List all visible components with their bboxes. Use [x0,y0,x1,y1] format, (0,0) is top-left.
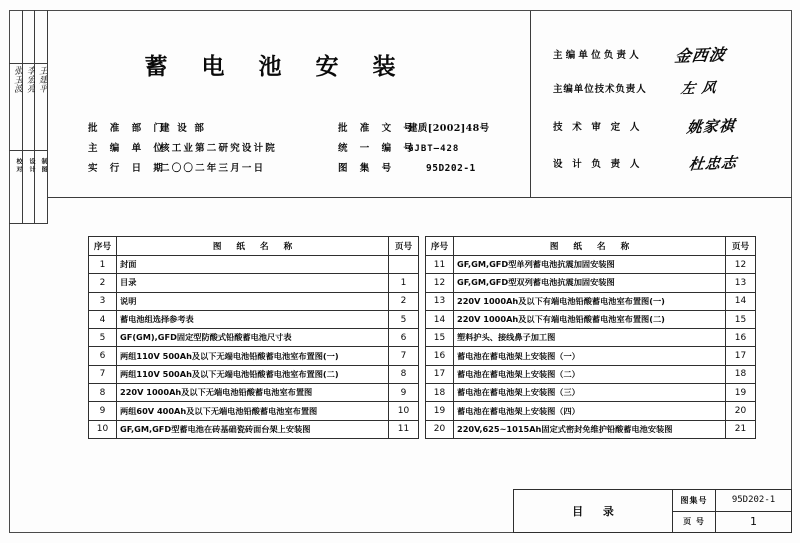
signature-name-tech-reviewer: 姚家祺 [685,116,737,136]
table-row [89,384,419,402]
signature-name-design-head: 杜忠志 [687,153,739,173]
cell-no: 3 [89,292,117,310]
cell-page: 17 [726,347,756,365]
cell-page: 7 [389,347,419,365]
column-header-no: 序号 [89,237,117,256]
signature-label-chief-unit-head: 主编单位负责人 [553,50,642,61]
meta-value-effective-date: 二〇〇二年三月一日 [160,163,266,174]
signature-row [553,73,785,103]
cell-page: 20 [726,402,756,420]
cell-page: 8 [389,365,419,383]
cell-drawing-name: 蓄电池在蓄电池架上安装图（一） [454,347,726,365]
cell-drawing-name: GF,GM,GFD型单列蓄电池抗震加固安装图 [454,256,726,274]
meta-label-editing-unit: 主 编 单 位 [88,143,168,154]
cell-drawing-name: GF,GM,GFD型蓄电池在砖基础瓷砖面台架上安装图 [117,420,389,438]
cell-drawing-name: GF(GM),GFD固定型防酸式铅酸蓄电池尺寸表 [117,329,389,347]
cell-drawing-name: 蓄电池在蓄电池架上安装图（三） [454,384,726,402]
cell-no: 14 [426,310,454,328]
column-header-no: 序号 [426,237,454,256]
table-row [426,256,756,274]
meta-row [86,120,526,140]
table-row [426,329,756,347]
cell-drawing-name: 塑料护头、接线鼻子加工图 [454,329,726,347]
stub-signature-3: 王建平 [37,65,47,94]
table-row [89,365,419,383]
title-block-atlas-value: 95D202-1 [731,495,776,506]
cell-page: 11 [389,420,419,438]
table-row [426,274,756,292]
stub-signature-1: 张玉波 [12,65,22,94]
cell-drawing-name: 220V 1000Ah及以下无端电池铅酸蓄电池室布置图 [117,384,389,402]
cell-drawing-name: 两组110V 500Ah及以下无端电池铅酸蓄电池室布置图(二) [117,365,389,383]
stub-label-checker: 校 对 [15,157,22,173]
table-row [426,384,756,402]
table-row [426,310,756,328]
column-header-drawing-name: 图 纸 名 称 [117,237,389,256]
cell-no: 20 [426,420,454,438]
meta-value-editing-unit: 核工业第二研究设计院 [160,143,278,154]
table-header-row [426,237,756,256]
cell-page: 9 [389,384,419,402]
stub-rule-1 [9,63,48,64]
title-block-codes [673,490,791,532]
cell-no: 11 [426,256,454,274]
cell-no: 15 [426,329,454,347]
cell-page: 1 [389,274,419,292]
cell-no: 18 [426,384,454,402]
table-row [89,256,419,274]
table-row [89,402,419,420]
cell-drawing-name: 蓄电池组选择参考表 [117,310,389,328]
cell-no: 8 [89,384,117,402]
table-row [426,420,756,438]
cell-drawing-name: 封面 [117,256,389,274]
cell-drawing-name: 目录 [117,274,389,292]
signature-name-chief-unit-head: 金西波 [673,44,728,66]
signature-name-chief-unit-tech-head: 左 风 [679,80,718,98]
cell-page: 14 [726,292,756,310]
cell-page [389,256,419,274]
cell-drawing-name: 220V 1000Ah及以下有端电池铅酸蓄电池室布置图(一) [454,292,726,310]
signature-row [553,111,785,141]
cell-no: 6 [89,347,117,365]
cell-drawing-name: GF,GM,GFD型双列蓄电池抗震加固安装图 [454,274,726,292]
meta-label-atlas-no: 图 集 号 [338,163,396,174]
column-header-page: 页号 [726,237,756,256]
stub-label-drafter: 制 图 [40,157,47,173]
table-of-contents-right [425,236,756,439]
cell-drawing-name: 说明 [117,292,389,310]
table-row [89,420,419,438]
meta-value-approval-no: 建质[2002]48号 [408,123,490,134]
cell-page: 5 [389,310,419,328]
cell-page: 10 [389,402,419,420]
cell-no: 17 [426,365,454,383]
table-row [426,365,756,383]
title-block-sheet-name: 目 录 [514,490,673,532]
meta-row [86,160,526,180]
cell-drawing-name: 两组110V 500Ah及以下无端电池铅酸蓄电池室布置图(一) [117,347,389,365]
cell-page: 2 [389,292,419,310]
stub-signature-2: 李宏亮 [25,65,35,94]
meta-value-approval-dept: 建 设 部 [160,123,207,134]
cell-no: 1 [89,256,117,274]
cell-drawing-name: 220V 1000Ah及以下有端电池铅酸蓄电池室布置图(二) [454,310,726,328]
table-row [89,274,419,292]
title-block-page-row [673,512,791,533]
cell-page: 12 [726,256,756,274]
table-row [89,347,419,365]
cell-no: 19 [426,402,454,420]
cell-no: 13 [426,292,454,310]
title-block-page-label: 页 号 [673,512,716,533]
cell-no: 16 [426,347,454,365]
cell-page: 6 [389,329,419,347]
signature-label-tech-reviewer: 技 术 审 定 人 [553,122,643,133]
cell-page: 19 [726,384,756,402]
cell-no: 4 [89,310,117,328]
title-block-atlas-row [673,490,791,512]
title-block [513,489,792,533]
table-row [89,292,419,310]
title-block-page-value: 1 [750,515,757,529]
signature-row [553,148,785,178]
cell-page: 18 [726,365,756,383]
title-block-atlas-label: 图集号 [673,490,716,511]
cell-drawing-name: 蓄电池在蓄电池架上安装图（四） [454,402,726,420]
table-header-row [89,237,419,256]
cell-page: 15 [726,310,756,328]
stub-label-designer: 设 计 [28,157,35,173]
cell-page: 16 [726,329,756,347]
document-meta-table [86,120,526,180]
signature-block [530,11,792,198]
table-row [426,292,756,310]
meta-value-atlas-no: 95D202-1 [426,163,476,174]
meta-label-approval-dept: 批 准 部 门 [88,123,168,134]
table-row [89,310,419,328]
cell-page: 21 [726,420,756,438]
table-of-contents-left [88,236,419,439]
column-header-drawing-name: 图 纸 名 称 [454,237,726,256]
signature-label-chief-unit-tech-head: 主编单位技术负责人 [553,84,647,95]
cell-no: 7 [89,365,117,383]
table-row [426,347,756,365]
cell-page: 13 [726,274,756,292]
meta-label-approval-no: 批 准 文 号 [338,123,418,134]
meta-row [86,140,526,160]
cell-no: 5 [89,329,117,347]
page-title: 蓄 电 池 安 装 [144,54,409,80]
cell-drawing-name: 220V,625~1015Ah固定式密封免维护铅酸蓄电池安装图 [454,420,726,438]
column-header-page: 页号 [389,237,419,256]
meta-label-effective-date: 实 行 日 期 [88,163,168,174]
table-row [426,402,756,420]
meta-value-unified-no: GJBT—428 [408,144,460,154]
cell-drawing-name: 蓄电池在蓄电池架上安装图（二） [454,365,726,383]
signature-label-design-head: 设 计 负 责 人 [553,159,643,170]
meta-label-unified-no: 统 一 编 号 [338,143,418,154]
table-row [89,329,419,347]
stub-rule-2 [9,150,48,151]
cell-no: 2 [89,274,117,292]
cell-drawing-name: 两组60V 400Ah及以下无端电池铅酸蓄电池室布置图 [117,402,389,420]
cell-no: 9 [89,402,117,420]
cell-no: 12 [426,274,454,292]
signature-row [553,39,785,69]
cell-no: 10 [89,420,117,438]
